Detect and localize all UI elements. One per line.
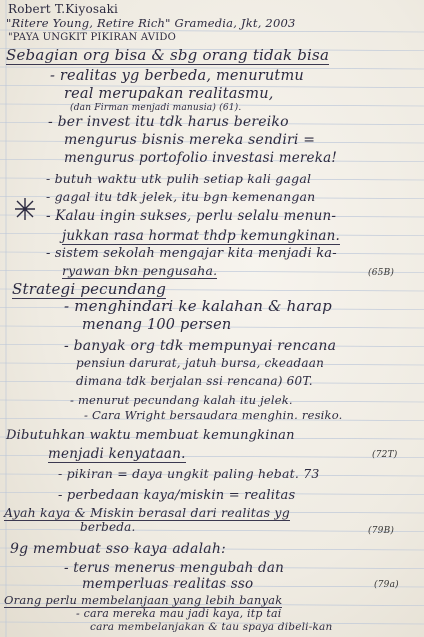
- note-line: menjadi kenyataan.: [48, 446, 186, 462]
- section-title-2: Strategi pecundang: [12, 280, 167, 298]
- note-line: - gagal itu tdk jelek, itu bgn kemenangan: [46, 189, 316, 204]
- note-line: jukkan rasa hormat thdp kemungkinan.: [62, 228, 341, 244]
- section-title-1: Sebagian org bisa & sbg orang tidak bisa: [6, 46, 330, 64]
- note-line: Orang perlu membelanjaan yang lebih banyak: [4, 593, 283, 607]
- note-line: 9g membuat sso kaya adalah:: [10, 541, 226, 557]
- subtitle: "PAYA UNGKIT PIKIRAN AVIDO: [8, 32, 176, 43]
- note-line: - perbedaan kaya/miskin = realitas: [58, 488, 296, 503]
- note-line: - ber invest itu tdk harus bereiko: [48, 114, 289, 130]
- note-line: mengurus bisnis mereka sendiri =: [64, 132, 316, 148]
- note-line: - cara mereka mau jadi kaya, itp tai: [76, 607, 282, 620]
- note-line: mengurus portofolio investasi mereka!: [64, 150, 337, 166]
- note-line: menang 100 persen: [82, 317, 232, 333]
- note-line: - realitas yg berbeda, menurutmu: [50, 68, 304, 84]
- note-line: - menurut pecundang kalah itu jelek.: [70, 393, 293, 407]
- note-line: Dibutuhkan waktu membuat kemungkinan: [6, 428, 295, 443]
- note-line: ryawan bkn pengusaha.: [62, 263, 218, 278]
- note-line: - sistem sekolah mengajar kita menjadi ka-: [46, 246, 337, 261]
- page-ref: (72T): [372, 450, 398, 460]
- book-reference: "Ritere Young, Retire Rich" Gramedia, Jkt, 2003: [6, 16, 296, 30]
- ruled-line: [0, 530, 424, 532]
- author-line: Robert T.Kiyosaki: [8, 2, 119, 16]
- note-line: dimana tdk berjalan ssi rencana) 60T.: [76, 374, 313, 388]
- note-line: pensiun darurat, jatuh bursa, ckeadaan: [76, 356, 325, 370]
- note-line: - pikiran = daya ungkit paling hebat. 73: [58, 466, 320, 481]
- note-line: - Kalau ingin sukses, perlu selalu menun-: [46, 208, 337, 224]
- note-line: (dan Firman menjadi manusia) (61).: [70, 103, 242, 113]
- page-ref: (65B): [368, 268, 395, 278]
- note-line: real merupakan realitasmu,: [64, 86, 274, 102]
- star-mark-icon: [12, 196, 38, 222]
- note-line: - butuh waktu utk pulih setiap kali gagal: [46, 171, 312, 186]
- note-line: memperluas realitas sso: [82, 576, 254, 592]
- note-line: cara membelanjakan & tau spaya dibeli-kan: [90, 621, 333, 633]
- note-line: - terus menerus mengubah dan: [64, 560, 284, 576]
- note-line: Ayah kaya & Miskin berasal dari realitas yg: [4, 505, 290, 520]
- note-line: - menghindari ke kalahan & harap: [64, 297, 332, 315]
- note-line: - Cara Wright bersaudara menghin. resiko.: [84, 408, 343, 422]
- page-ref: (79a): [374, 580, 399, 590]
- page-ref: (79B): [368, 526, 395, 536]
- note-line: berbeda.: [80, 520, 136, 534]
- note-line: - banyak org tdk mempunyai rencana: [64, 338, 337, 354]
